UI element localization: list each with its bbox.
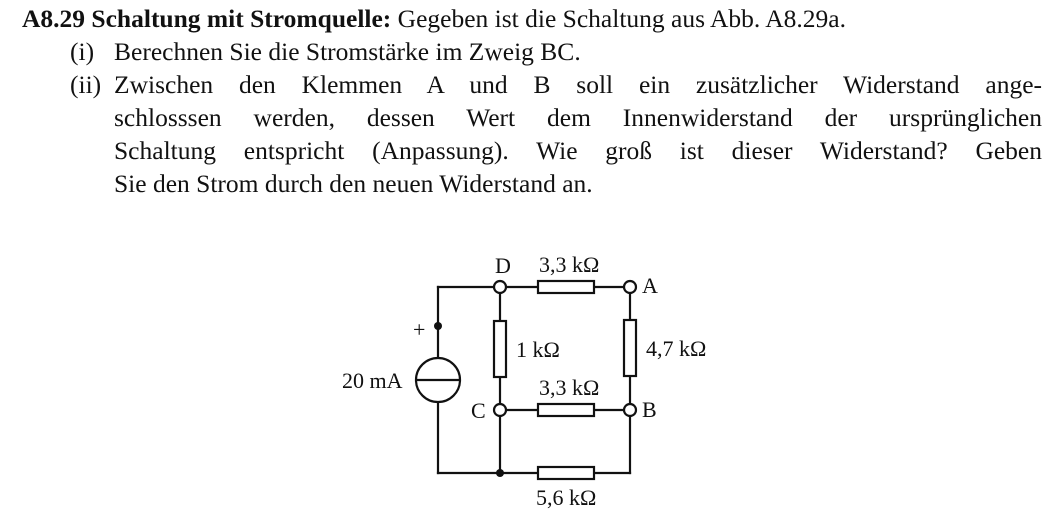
subtask-line: Zwischen den Klemmen A und B soll ein zusätzlicher Widerstand ange- (114, 70, 1042, 99)
resistor-label-ab: 4,7 kΩ (646, 336, 707, 361)
problem-title: Schaltung mit Stromquelle: (91, 4, 392, 33)
problem-number: A8.29 (22, 4, 86, 33)
source-plus-label: + (413, 317, 426, 342)
problem-intro: Gegeben ist die Schaltung aus Abb. A8.29a. (397, 4, 846, 33)
resistor-bottom (538, 467, 594, 479)
resistor-cb (538, 404, 594, 416)
terminal-c (494, 404, 506, 416)
current-source (416, 358, 460, 402)
circuit-labels (342, 252, 706, 510)
terminal-b (624, 404, 636, 416)
subtask-line: schlosssen werden, dessen Wert dem Innenwiderstand der ursprünglichen (114, 103, 1042, 132)
resistor-dc (494, 321, 506, 377)
subtask-marker: (i) (70, 37, 95, 66)
node-label-c: C (471, 398, 486, 423)
resistor-label-da: 3,3 kΩ (539, 252, 600, 277)
subtask-line: Schaltung entspricht (Anpassung). Wie groß ist dieser Widerstand? Geben (114, 136, 1042, 165)
terminal-d (494, 281, 506, 293)
subtask-line: Sie den Strom durch den neuen Widerstand an. (114, 169, 593, 198)
node-label-d: D (495, 253, 511, 278)
circuit-wires (438, 287, 630, 473)
resistor-label-bottom: 5,6 kΩ (536, 485, 597, 510)
source-value-label: 20 mA (342, 368, 403, 393)
subtask-marker: (ii) (70, 70, 102, 99)
terminal-a (624, 281, 636, 293)
junction-bottom (496, 469, 504, 477)
resistor-ab (624, 320, 636, 376)
node-label-a: A (642, 273, 658, 298)
resistor-da (538, 281, 594, 293)
junction-source-plus (434, 322, 442, 330)
node-label-b: B (642, 397, 657, 422)
resistor-label-dc: 1 kΩ (516, 337, 560, 362)
subtask-line: Berechnen Sie die Stromstärke im Zweig BC. (114, 37, 581, 66)
resistor-label-cb: 3,3 kΩ (539, 375, 600, 400)
